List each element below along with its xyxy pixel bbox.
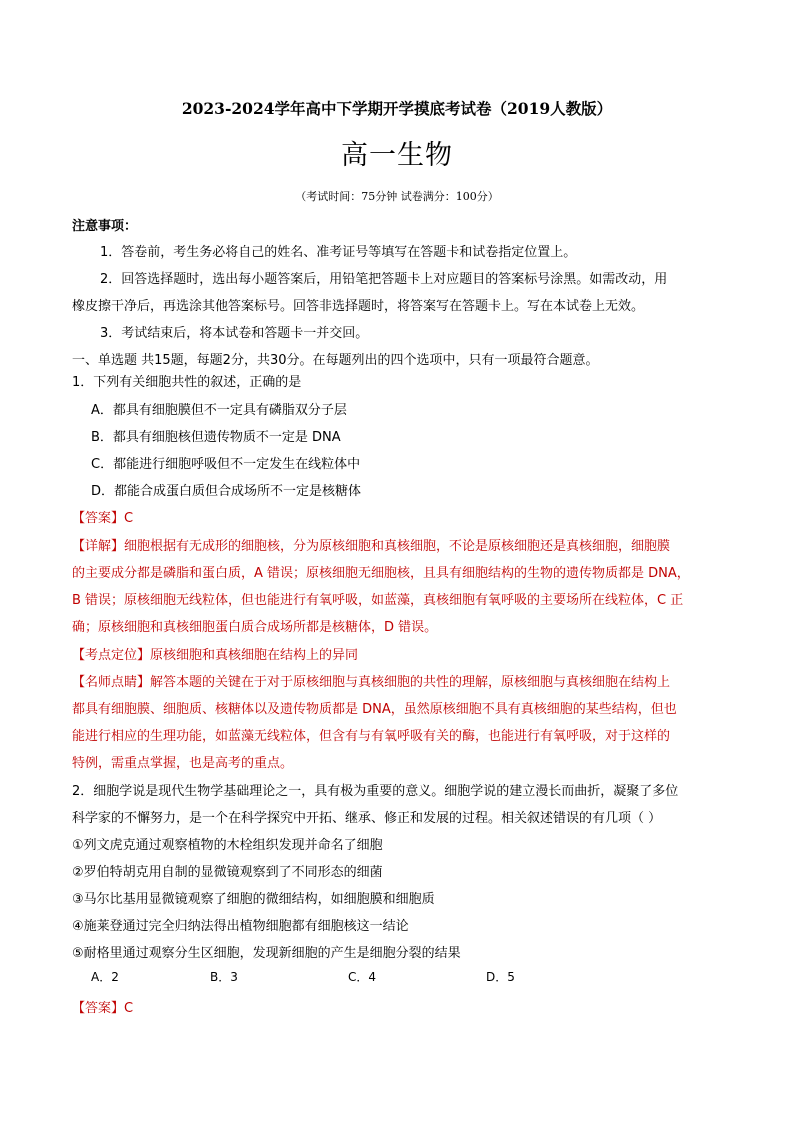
question-2-item: ②罗伯特胡克用自制的显微镜观察到了不同形态的细菌 — [72, 865, 383, 880]
point-label: 【考点定位】 — [72, 648, 151, 663]
question-1-tip-line: 能进行相应的生理功能，如蓝藻无线粒体，但含有与有氧呼吸有关的酶，也能进行有氧呼吸，对于这样的 — [72, 729, 671, 744]
tip-label: 【名师点睛】 — [72, 675, 151, 690]
answer-label: 【答案】 — [72, 511, 125, 526]
question-2-stem-line: 2．细胞学说是现代生物学基础理论之一，具有极为重要的意义。细胞学说的建立漫长而曲折，凝聚了多位 — [72, 784, 679, 799]
question-2-stem-line: 科学家的不懈努力，是一个在科学探究中开拓、继承、修正和发展的过程。相关叙述错误的有几项（ ） — [72, 811, 662, 826]
question-2-option-d: D．5 — [486, 970, 515, 984]
question-2-answer — [72, 995, 133, 1022]
question-2-item: ①列文虎克通过观察植物的木栓组织发现并命名了细胞 — [72, 838, 383, 853]
question-1-explanation-line — [72, 533, 670, 560]
tip-text: 解答本题的关键在于对于原核细胞与真核细胞的共性的理解，原核细胞与真核细胞在结构上 — [150, 675, 671, 690]
question-1-option-d: D．都能合成蛋白质但合成场所不一定是核糖体 — [91, 484, 362, 499]
question-1-explanation-line: 的主要成分都是磷脂和蛋白质，A 错误；原核细胞无细胞核，且具有细胞结构的生物的遗传物质都是 DNA， — [72, 566, 690, 581]
question-1-point — [72, 642, 358, 669]
question-1-option-c: C．都能进行细胞呼吸但不一定发生在线粒体中 — [91, 457, 361, 472]
answer-label: 【答案】 — [72, 1001, 125, 1016]
section-heading: 一、单选题 共15题，每题2分，共30分。在每题列出的四个选项中，只有一项最符合题意。 — [72, 353, 599, 368]
question-1-explanation-line: B 错误；原核细胞无线粒体，但也能进行有氧呼吸，如蓝藻，真核细胞有氧呼吸的主要场所在线粒体，C 正 — [72, 593, 684, 608]
question-2-option-c: C．4 — [348, 970, 377, 984]
question-1-tip-line: 特例，需重点掌握，也是高考的重点。 — [72, 756, 294, 771]
question-1-tip-line — [72, 669, 670, 696]
explain-label: 【详解】 — [72, 539, 125, 554]
question-1-option-b: B．都具有细胞核但遗传物质不一定是 DNA — [91, 430, 341, 445]
question-2-item: ④施莱登通过完全归纳法得出植物细胞都有细胞核这一结论 — [72, 919, 409, 934]
exam-title: 2023-2024学年高中下学期开学摸底考试卷（2019人教版） — [181, 99, 613, 118]
point-text: 原核细胞和真核细胞在结构上的异同 — [150, 648, 359, 663]
question-1-tip-line: 都具有细胞膜、细胞质、核糖体以及遗传物质都是 DNA，虽然原核细胞不具有真核细胞的某些结构，但也 — [72, 702, 677, 717]
question-2-option-a: A．2 — [91, 970, 119, 984]
subject-title: 高一生物 — [341, 140, 453, 171]
question-1-stem: 1．下列有关细胞共性的叙述，正确的是 — [72, 375, 302, 390]
notice-item: 1．答卷前，考生务必将自己的姓名、准考证号等填写在答题卡和试卷指定位置上。 — [100, 245, 577, 260]
answer-value: C — [124, 1001, 134, 1016]
notice-title: 注意事项： — [72, 219, 138, 234]
question-1-explanation-line: 确；原核细胞和真核细胞蛋白质合成场所都是核糖体，D 错误。 — [72, 620, 438, 635]
notice-item: 2．回答选择题时，选出每小题答案后，用铅笔把答题卡上对应题目的答案标号涂黑。如需改动，用 — [100, 272, 668, 287]
question-2-item: ③马尔比基用显微镜观察了细胞的微细结构，如细胞膜和细胞质 — [72, 892, 435, 907]
question-1-answer — [72, 505, 133, 532]
question-1-option-a: A．都具有细胞膜但不一定具有磷脂双分子层 — [91, 403, 347, 418]
answer-value: C — [124, 511, 134, 526]
exam-time-info: （考试时间：75分钟 试卷满分：100分） — [295, 190, 499, 203]
explain-text: 细胞根据有无成形的细胞核，分为原核细胞和真核细胞，不论是原核细胞还是真核细胞，细胞膜 — [124, 539, 671, 554]
question-2-option-b: B．3 — [210, 970, 238, 984]
question-2-item: ⑤耐格里通过观察分生区细胞，发现新细胞的产生是细胞分裂的结果 — [72, 946, 461, 961]
notice-item: 橡皮擦干净后，再选涂其他答案标号。回答非选择题时，将答案写在答题卡上。写在本试卷上无效。 — [72, 299, 645, 314]
notice-item: 3．考试结束后，将本试卷和答题卡一并交回。 — [100, 326, 369, 341]
